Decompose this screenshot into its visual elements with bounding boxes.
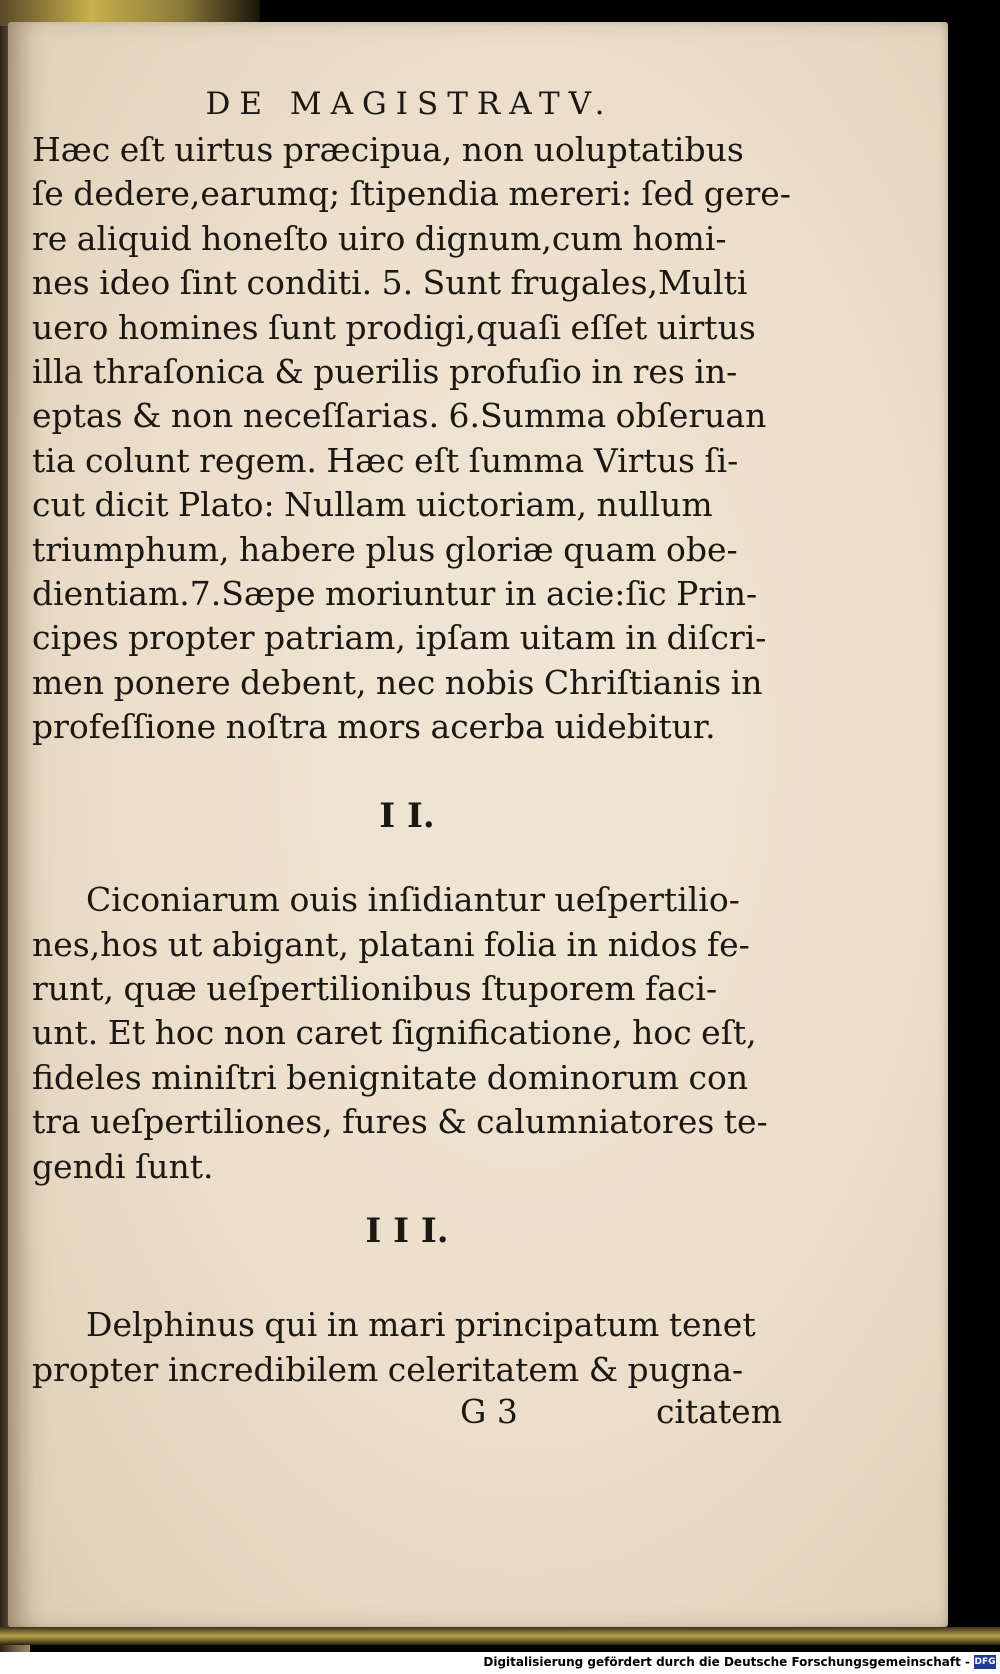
text-line: Hæc eſt uirtus præcipua, non uoluptatibus — [32, 130, 744, 169]
section-number-2: I I. — [379, 795, 435, 836]
text-line: cipes propter patriam, ipſam uitam in diſcri- — [32, 618, 767, 658]
text-line: tia colunt regem. Hæc eſt ſumma Virtus ſi- — [32, 440, 739, 480]
dfg-logo: DFG — [974, 1657, 996, 1667]
page-footer-row — [32, 1390, 782, 1434]
book-edge-bottom — [0, 1627, 1000, 1645]
page-text-block — [32, 68, 791, 1434]
text-line: dientiam.7.Sæpe moriuntur in acie:ſic Prin- — [32, 574, 758, 614]
text-line: tra ueſpertiliones, fures & calumniatores te- — [32, 1102, 768, 1142]
text-line: uero homines ſunt prodigi,quaſi eſſet uirtus — [32, 307, 756, 347]
text-line: re aliquid honeſto uiro dignum,cum homi- — [32, 218, 727, 258]
text-line: ſe dedere,earumq; ſtipendia mereri: ſed gere- — [32, 174, 791, 214]
text-line: unt. Et hoc non caret ſignificatione, hoc eſt, — [32, 1013, 757, 1053]
text-line: Ciconiarum ouis inſidiantur ueſpertilio- — [86, 880, 740, 920]
text-line: men ponere debent, nec nobis Chriſtianis in — [32, 662, 763, 702]
text-line: nes ideo ſint conditi. 5. Sunt frugales,Multi — [32, 263, 748, 303]
catchword: citatem — [655, 1392, 782, 1432]
text-line: Delphinus qui in mari principatum tenet — [86, 1305, 756, 1345]
running-head: DE MAGISTRATV. — [205, 86, 614, 122]
paragraph-3 — [32, 1303, 757, 1392]
text-line: runt, quæ ueſpertilionibus ſtuporem faci- — [32, 968, 718, 1008]
paragraph-1 — [32, 128, 791, 750]
section-number-3: I I I. — [365, 1210, 449, 1251]
text-line: propter incredibilem celeritatem & pugna- — [32, 1349, 744, 1389]
text-line: gendi ſunt. — [32, 1146, 214, 1186]
paragraph-2 — [32, 878, 768, 1189]
signature-mark: G 3 — [460, 1392, 518, 1432]
text-line: cut dicit Plato: Nullam uictoriam, nullum — [32, 485, 713, 525]
text-line: profeſſione noſtra mors acerba uidebitur. — [32, 707, 716, 747]
funding-credit: Digitalisierung gefördert durch die Deutsche Forschungsgemeinschaft - — [483, 1655, 970, 1669]
text-line: nes,hos ut abigant, platani folia in nidos fe- — [32, 924, 750, 964]
text-line: triumphum, habere plus gloriæ quam obe- — [32, 529, 738, 569]
text-line: fideles miniſtri benignitate dominorum con — [32, 1057, 749, 1097]
text-line: eptas & non neceſſarias. 6.Summa obſeruan — [32, 396, 767, 436]
text-line: illa thraſonica & puerilis profuſio in res in- — [32, 352, 738, 392]
